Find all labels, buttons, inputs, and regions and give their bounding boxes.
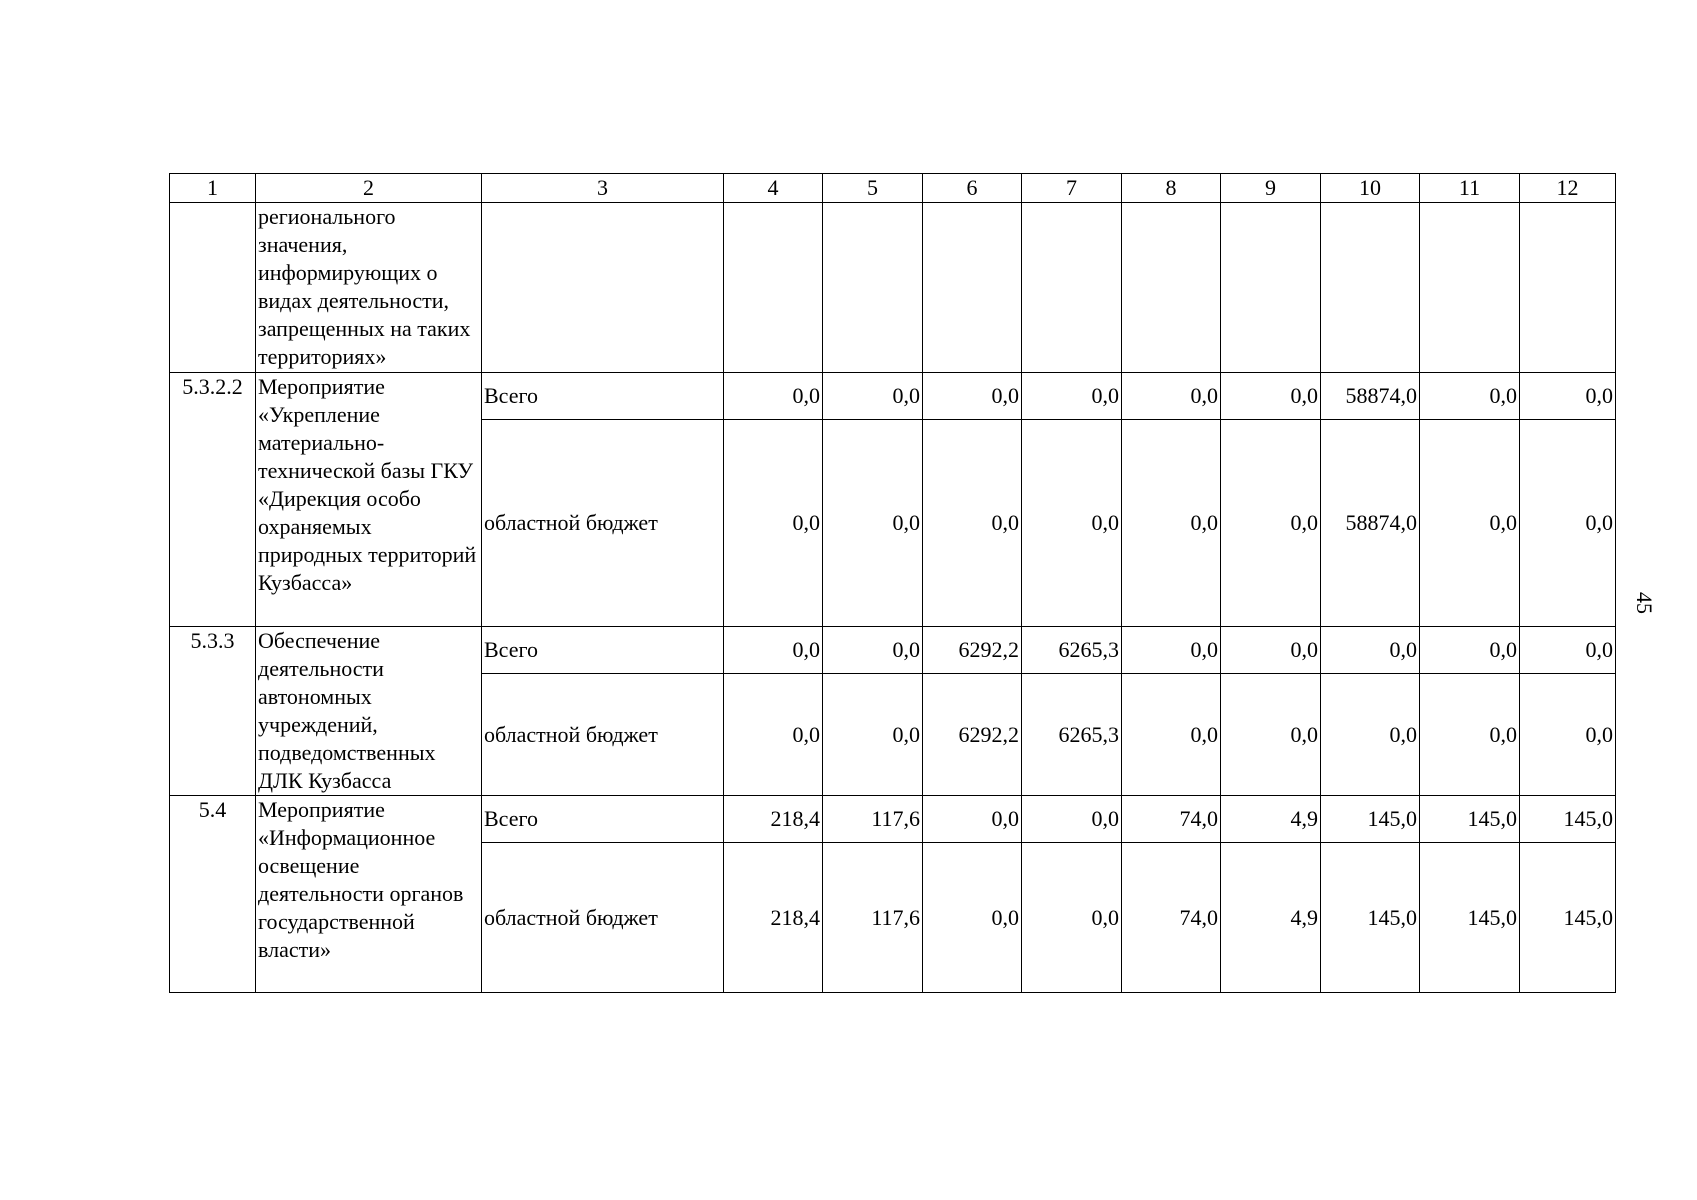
amount-cell: 6265,3 xyxy=(1022,674,1122,796)
table-row xyxy=(170,373,1616,420)
column-number: 6 xyxy=(923,174,1022,203)
column-number: 7 xyxy=(1022,174,1122,203)
amount-cell: 6292,2 xyxy=(923,627,1022,674)
table-cell xyxy=(170,203,256,373)
column-number: 9 xyxy=(1221,174,1321,203)
funding-source: областной бюджет xyxy=(482,420,724,627)
amount-cell: 0,0 xyxy=(724,674,823,796)
amount-cell: 0,0 xyxy=(1022,843,1122,993)
column-number: 8 xyxy=(1122,174,1221,203)
amount-cell: 0,0 xyxy=(923,420,1022,627)
amount-cell: 145,0 xyxy=(1321,843,1420,993)
amount-cell: 0,0 xyxy=(1022,796,1122,843)
amount-cell: 0,0 xyxy=(1321,627,1420,674)
amount-cell: 0,0 xyxy=(823,420,923,627)
amount-cell: 4,9 xyxy=(1221,796,1321,843)
continuation-row xyxy=(170,203,1616,373)
amount-cell: 0,0 xyxy=(1520,420,1616,627)
funding-source: Всего xyxy=(482,627,724,674)
amount-cell: 0,0 xyxy=(1520,627,1616,674)
table-cell xyxy=(823,203,923,373)
column-number-row xyxy=(170,174,1616,203)
amount-cell: 74,0 xyxy=(1122,843,1221,993)
column-number: 2 xyxy=(256,174,482,203)
measure-name: Мероприятие «Информационное освещение деятельности органов государственной власти» xyxy=(256,796,482,993)
amount-cell: 0,0 xyxy=(1221,420,1321,627)
amount-cell: 6292,2 xyxy=(923,674,1022,796)
amount-cell: 0,0 xyxy=(1122,373,1221,420)
amount-cell: 0,0 xyxy=(823,373,923,420)
table-cell xyxy=(1321,203,1420,373)
column-number: 4 xyxy=(724,174,823,203)
amount-cell: 0,0 xyxy=(1022,420,1122,627)
amount-cell: 74,0 xyxy=(1122,796,1221,843)
amount-cell: 6265,3 xyxy=(1022,627,1122,674)
amount-cell: 218,4 xyxy=(724,796,823,843)
amount-cell: 0,0 xyxy=(1221,674,1321,796)
table-cell xyxy=(923,203,1022,373)
amount-cell: 4,9 xyxy=(1221,843,1321,993)
amount-cell: 0,0 xyxy=(923,373,1022,420)
table-cell xyxy=(1022,203,1122,373)
table-row xyxy=(170,627,1616,674)
amount-cell: 0,0 xyxy=(724,627,823,674)
budget-table xyxy=(169,173,1616,993)
column-number: 3 xyxy=(482,174,724,203)
funding-source: Всего xyxy=(482,373,724,420)
column-number: 10 xyxy=(1321,174,1420,203)
funding-source: Всего xyxy=(482,796,724,843)
table-cell xyxy=(724,203,823,373)
funding-source: областной бюджет xyxy=(482,843,724,993)
amount-cell: 0,0 xyxy=(1122,627,1221,674)
measure-name: Мероприятие «Укрепление материально-технической базы ГКУ «Дирекция особо охраняемых природных территорий Кузбасса» xyxy=(256,373,482,627)
column-number: 5 xyxy=(823,174,923,203)
amount-cell: 0,0 xyxy=(823,674,923,796)
table-body xyxy=(170,174,1616,993)
measure-code: 5.4 xyxy=(170,796,256,993)
amount-cell: 145,0 xyxy=(1420,796,1520,843)
column-number: 12 xyxy=(1520,174,1616,203)
amount-cell: 218,4 xyxy=(724,843,823,993)
amount-cell: 0,0 xyxy=(1420,373,1520,420)
amount-cell: 0,0 xyxy=(1520,373,1616,420)
measure-code: 5.3.3 xyxy=(170,627,256,796)
amount-cell: 0,0 xyxy=(823,627,923,674)
amount-cell: 0,0 xyxy=(1420,627,1520,674)
amount-cell: 0,0 xyxy=(923,796,1022,843)
amount-cell: 0,0 xyxy=(1420,420,1520,627)
amount-cell: 0,0 xyxy=(1221,373,1321,420)
amount-cell: 117,6 xyxy=(823,843,923,993)
measure-code: 5.3.2.2 xyxy=(170,373,256,627)
amount-cell: 145,0 xyxy=(1520,796,1616,843)
amount-cell: 145,0 xyxy=(1520,843,1616,993)
amount-cell: 0,0 xyxy=(1321,674,1420,796)
amount-cell: 0,0 xyxy=(1420,674,1520,796)
table-cell xyxy=(1122,203,1221,373)
amount-cell: 145,0 xyxy=(1420,843,1520,993)
table-cell xyxy=(482,203,724,373)
amount-cell: 117,6 xyxy=(823,796,923,843)
amount-cell: 0,0 xyxy=(724,373,823,420)
column-number: 1 xyxy=(170,174,256,203)
amount-cell: 145,0 xyxy=(1321,796,1420,843)
column-number: 11 xyxy=(1420,174,1520,203)
table-cell xyxy=(1520,203,1616,373)
table-cell xyxy=(1420,203,1520,373)
table-row xyxy=(170,796,1616,843)
amount-cell: 0,0 xyxy=(1520,674,1616,796)
amount-cell: 0,0 xyxy=(923,843,1022,993)
page-number: 45 xyxy=(1632,592,1657,614)
measure-name: Обеспечение деятельности автономных учреждений, подведомственных ДЛК Кузбасса xyxy=(256,627,482,796)
funding-source: областной бюджет xyxy=(482,674,724,796)
measure-name: регионального значения, информирующих о видах деятельности, запрещенных на таких территориях» xyxy=(256,203,482,373)
amount-cell: 0,0 xyxy=(724,420,823,627)
amount-cell: 0,0 xyxy=(1022,373,1122,420)
amount-cell: 58874,0 xyxy=(1321,420,1420,627)
amount-cell: 0,0 xyxy=(1122,420,1221,627)
amount-cell: 58874,0 xyxy=(1321,373,1420,420)
amount-cell: 0,0 xyxy=(1122,674,1221,796)
amount-cell: 0,0 xyxy=(1221,627,1321,674)
table-cell xyxy=(1221,203,1321,373)
